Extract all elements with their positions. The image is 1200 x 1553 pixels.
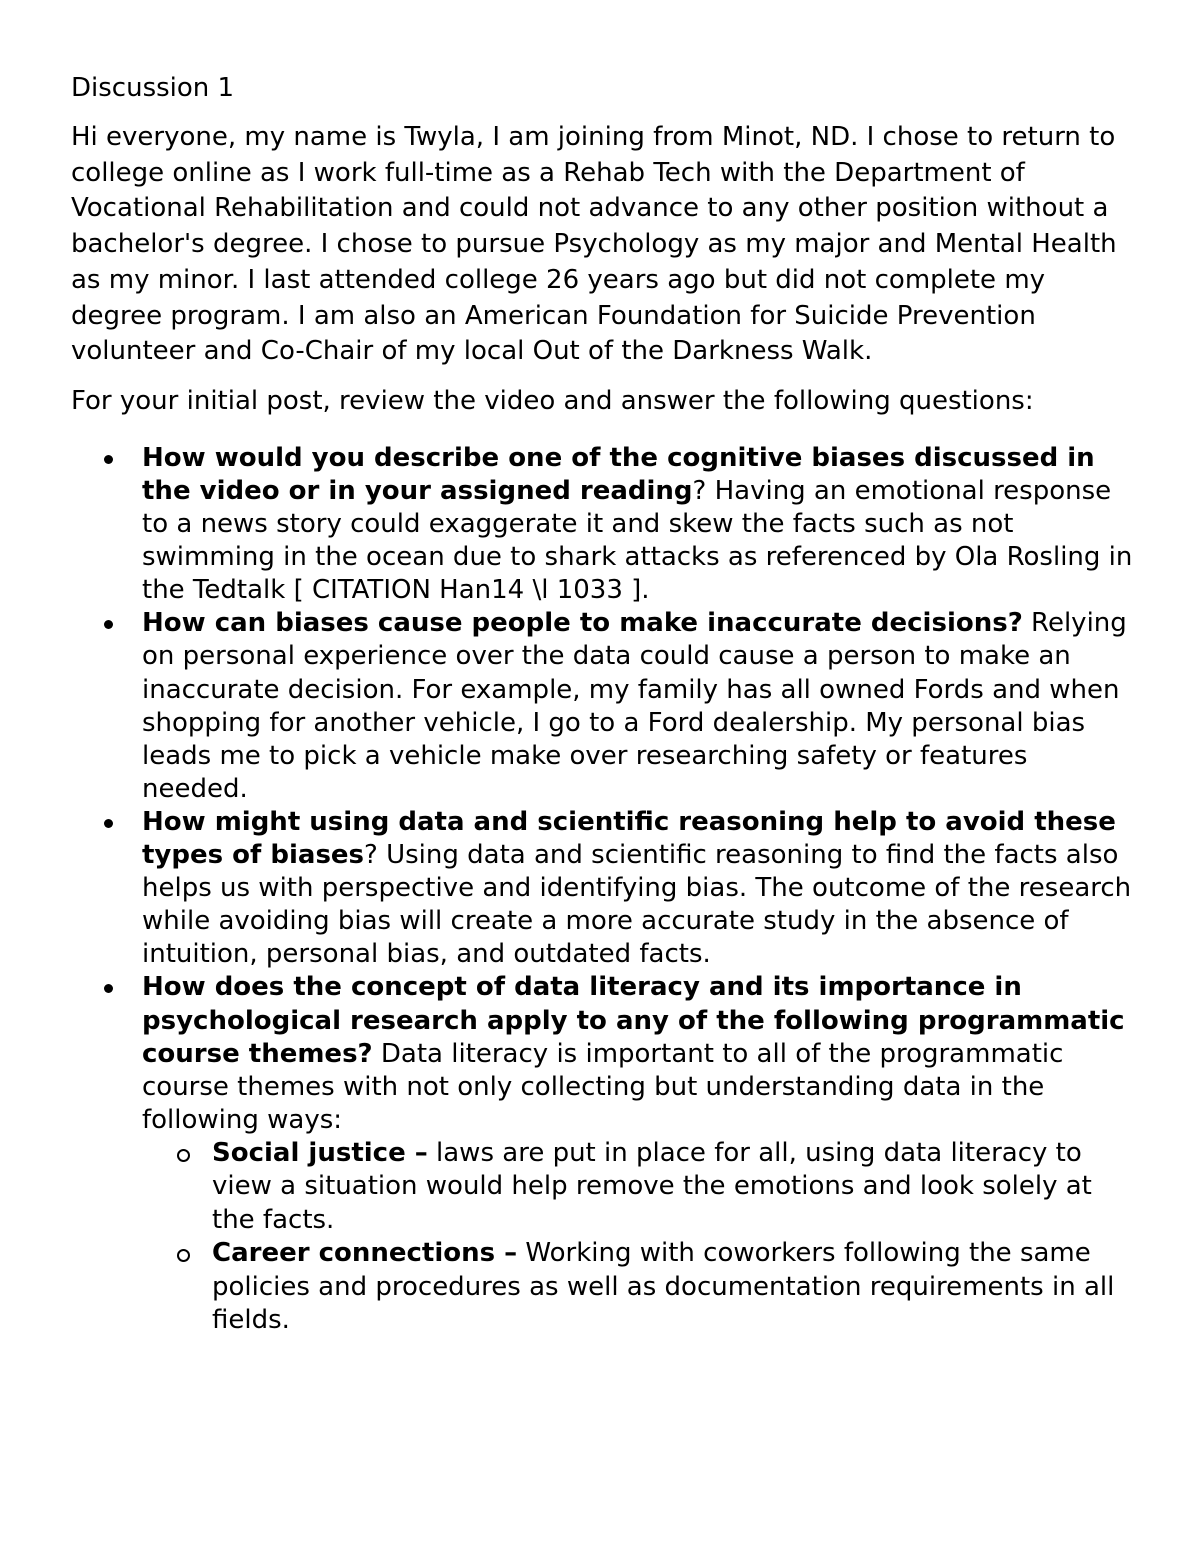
hollow-bullet-icon [177,1149,190,1162]
question-item [71,806,1141,971]
theme-heading: Social justice – [212,1137,428,1168]
question-item [71,442,1141,607]
bullet-icon [104,984,113,993]
question-text: How does the concept of data literacy and its importance in psychological research apply to any of the following programmatic course themes? [142,972,1125,1069]
theme-item [142,1237,1141,1338]
document-page [71,70,1141,1338]
intro-paragraph: Hi everyone, my name is Twyla, I am joining from Minot, ND. I chose to return to college online as I work full-time as a Rehab Tech with the Department of Vocational Rehabilitation and could not advance to any other position without a bachelor's degree. I chose to pursue Psychology as my major and Mental Health as my minor. I last attended college 26 years ago but did not complete my degree program. I am also an American Foundation for Suicide Prevention volunteer and Co-Chair of my local Out of the Darkness Walk. [71,122,1117,367]
answer-text: Relying on personal experience over the data could cause a person to make an inaccurate decision. For example, my family has all owned Fords and when shopping for another vehicle, I go to a Ford dealership. My personal bias leads me to pick a vehicle make over researching safety or features needed. [142,608,1127,804]
prompt-paragraph: For your initial post, review the video and answer the following questions: [71,385,1034,416]
bullet-icon [104,455,113,464]
theme-item [142,1137,1141,1238]
question-list [71,442,1141,1338]
question-text: How would you describe one of the cognitive biases discussed in the video or in your assigned reading [142,442,1095,507]
question-text: How might using data and scientific reasoning help to avoid these types of biases [142,806,1116,871]
answer-text: ? Having an emotional response to a news story could exaggerate it and skew the facts such as not swimming in the ocean due to shark attacks as referenced by Ola Rosling in the Tedtalk [ CITATION Han14 \l 1033 ]. [142,476,1133,606]
theme-sublist [142,1137,1141,1338]
document-title: Discussion 1 [71,73,235,103]
theme-text: Working with coworkers following the same policies and procedures as well as documentation requirements in all fields. [212,1238,1115,1336]
answer-text: ? Using data and scientific reasoning to find the facts also helps us with perspective and identifying bias. The outcome of the research while avoiding bias will create a more accurate study in the absence of intuition, personal bias, and outdated facts. [142,840,1132,970]
theme-text: laws are put in place for all, using data literacy to view a situation would help remove the emotions and look solely at the facts. [212,1137,1092,1235]
theme-heading: Career connections – [212,1238,518,1269]
question-item [71,607,1141,806]
answer-text: Data literacy is important to all of the programmatic course themes with not only collecting but understanding data in the following ways: [142,1038,1064,1135]
question-item [71,971,1141,1337]
bullet-icon [104,819,113,828]
question-text: How can biases cause people to make inaccurate decisions? [142,608,1023,639]
bullet-icon [104,620,113,629]
hollow-bullet-icon [177,1249,190,1262]
